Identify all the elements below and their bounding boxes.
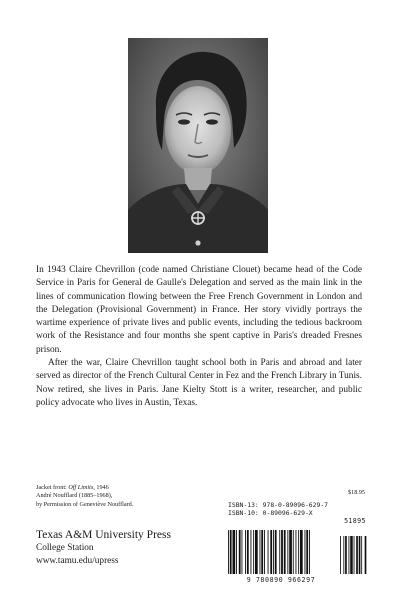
description-paragraph-2: After the war, Claire Chevrillon taught school both in Paris and abroad and later served as director of the French Cultural Center in Fez and the French Library in Tunis. Now retired, she lives in Paris. Jane Kielty Stott is a writer, researcher, and public policy advocate who lives in Austin, Texas. xyxy=(36,358,362,408)
jacket-credit-label: Jacket front: xyxy=(36,484,69,491)
barcode-bar xyxy=(242,530,243,574)
addon-bar xyxy=(356,536,358,574)
barcode-bar xyxy=(230,530,232,574)
barcode-bar xyxy=(305,530,306,574)
isbn-block xyxy=(228,501,368,517)
jacket-credit-line-1 xyxy=(36,484,206,492)
addon-bar xyxy=(359,536,361,574)
barcode-bar xyxy=(293,530,294,574)
book-description xyxy=(36,264,362,410)
barcode-bar xyxy=(273,530,274,574)
ean-digits: 9 780890 966297 xyxy=(246,576,316,584)
barcode-bar xyxy=(239,530,241,574)
barcode-bar xyxy=(300,530,303,574)
price-label: $18.95 xyxy=(348,489,366,496)
barcode-bar xyxy=(298,530,299,574)
description-paragraph-1: In 1943 Claire Chevrillon (code named Christiane Clouet) became head of the Code Service in Paris for General de Gaulle's Delegation and served as the main link in the lines of communication flowing between the Free French Government in London and the Delegation (Provisional Government) in France. Her story vividly portrays the wartime experience of private lives and public events, including the tedious backroom work of the Resistance and four months she spent captive in Paris's dreaded Fresnes prison. xyxy=(36,265,362,355)
addon-bar xyxy=(349,536,350,574)
portrait-image xyxy=(128,38,268,253)
artwork-year: , 1946 xyxy=(93,484,109,491)
addon-bar xyxy=(365,536,367,574)
barcode-bar xyxy=(284,530,286,574)
addon-bar xyxy=(343,536,344,574)
jacket-credit xyxy=(36,484,206,509)
barcode-bar xyxy=(247,530,249,574)
barcode-bar xyxy=(253,530,254,574)
permission-credit: by Permission of Geneviève Noufflard. xyxy=(36,500,134,508)
author-portrait-photo xyxy=(128,38,268,253)
barcode-bar xyxy=(245,530,246,574)
publisher-block xyxy=(36,528,236,567)
isbn-10: ISBN-10: 0-89096-629-X xyxy=(228,509,313,517)
addon-bar xyxy=(361,536,362,574)
barcode-bar xyxy=(306,530,308,574)
isbn-13: ISBN-13: 978-0-89096-629-7 xyxy=(228,501,329,509)
barcode-bars xyxy=(226,518,368,576)
publisher-url: www.tamu.edu/upress xyxy=(36,555,119,566)
barcode-bar xyxy=(233,530,236,574)
barcode-bar xyxy=(228,530,229,574)
addon-digits: 51895 xyxy=(344,517,366,525)
barcode-bar xyxy=(255,530,258,574)
publisher-name: Texas A&M University Press xyxy=(36,529,171,541)
barcode-bar xyxy=(289,530,292,574)
barcode-bar xyxy=(261,530,263,574)
barcode-bar xyxy=(296,530,297,574)
barcode-bar xyxy=(260,530,261,574)
barcode-bar xyxy=(264,530,265,574)
addon-bar xyxy=(340,536,341,574)
barcode-bar xyxy=(270,530,272,574)
artwork-title: Off Limits xyxy=(68,484,94,491)
artist-credit: André Noufflard (1885–1968), xyxy=(36,492,113,500)
addon-bar xyxy=(345,536,347,574)
barcode-bar xyxy=(268,530,269,574)
addon-bar xyxy=(350,536,353,574)
barcode-bar xyxy=(309,530,310,574)
barcode-bar xyxy=(251,530,252,574)
barcode-bar xyxy=(281,530,283,574)
barcode-bar xyxy=(287,530,288,574)
publisher-city: College Station xyxy=(36,543,94,553)
addon-bar xyxy=(354,536,355,574)
barcode-bar xyxy=(236,530,237,574)
barcode-bar xyxy=(275,530,277,574)
barcode-bar xyxy=(279,530,280,574)
